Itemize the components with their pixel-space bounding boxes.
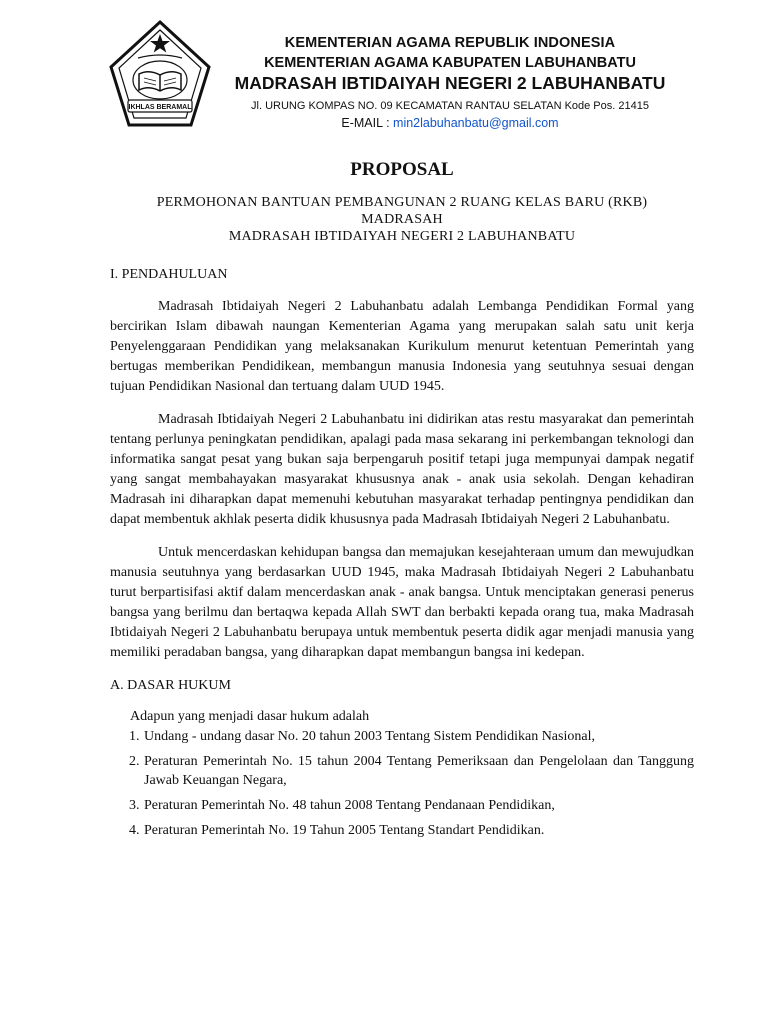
list-number: 2.	[129, 754, 140, 769]
list-item	[129, 796, 694, 815]
list-number: 3.	[129, 798, 140, 813]
letterhead-text	[215, 33, 685, 131]
list-item	[129, 752, 694, 790]
subtitle-line: MADRASAH IBTIDAIYAH NEGERI 2 LABUHANBATU	[228, 229, 576, 244]
letterhead	[0, 0, 768, 135]
section-heading-pendahuluan: I. PENDAHULUAN	[110, 267, 228, 282]
list-number: 4.	[129, 823, 140, 838]
svg-text:IKHLAS BERAMAL: IKHLAS BERAMAL	[128, 104, 192, 111]
document-title: PROPOSAL	[350, 159, 454, 180]
list-number: 1.	[129, 729, 140, 744]
regency-office-name: KEMENTERIAN AGAMA KABUPATEN LABUHANBATU	[264, 55, 636, 71]
list-text: Peraturan Pemerintah No. 15 tahun 2004 Tentang Pemeriksaan dan Pengelolaan dan Tanggung Jawab Keuangan Negara,	[144, 754, 694, 788]
email-label: E-MAIL :	[341, 116, 394, 130]
list-text: Peraturan Pemerintah No. 48 tahun 2008 Tentang Pendanaan Pendidikan,	[144, 798, 555, 813]
school-name: MADRASAH IBTIDAIYAH NEGERI 2 LABUHANBATU	[234, 73, 666, 93]
ministry-name: KEMENTERIAN AGAMA REPUBLIK INDONESIA	[284, 35, 616, 51]
legal-basis-list	[110, 727, 694, 840]
subtitle-line: PERMOHONAN BANTUAN PEMBANGUNAN 2 RUANG KELAS BARU (RKB)	[156, 195, 648, 210]
legal-basis-intro: Adapun yang menjadi dasar hukum adalah	[130, 709, 370, 724]
document-body	[110, 157, 694, 846]
paragraph: Madrasah Ibtidaiyah Negeri 2 Labuhanbatu adalah Lembanga Pendidikan Formal yang bercirikan Islam dibawah naungan Kementerian Agama yang merupakan salah satu unit kerja Penyelenggaraan Pendidikan yang melaksanakan Kurikulum menurut ketentuan Pemerintah yang bertugas memberikan Pendidikean, membangun manusia Indonesia yang seutuhnya sesuai dengan tujuan Pendidikan Nasional dan tertuang dalam UUD 1945.	[110, 299, 694, 394]
list-text: Peraturan Pemerintah No. 19 Tahun 2005 Tentang Standart Pendidikan.	[144, 823, 545, 838]
section-heading-dasar-hukum: A. DASAR HUKUM	[110, 678, 231, 693]
subtitle-line: MADRASAH	[361, 212, 443, 227]
school-address: Jl. URUNG KOMPAS NO. 09 KECAMATAN RANTAU SELATAN Kode Pos. 21415	[251, 100, 649, 112]
kemenag-emblem-icon	[104, 18, 216, 130]
list-item	[129, 821, 694, 840]
email-link[interactable]: min2labuhanbatu@gmail.com	[393, 116, 559, 130]
document-subtitle	[110, 194, 694, 245]
list-item	[129, 727, 694, 746]
paragraph: Untuk mencerdaskan kehidupan bangsa dan memajukan kesejahteraan umum dan mewujudkan manusia seutuhnya yang berdasarkan UUD 1945, maka Madrasah Ibtidaiyah Negeri 2 Labuhanbatu turut berpartisifasi aktif dalam mencerdaskan anak - anak bangsa. Untuk menciptakan generasi penerus bangsa yang berilmu dan bertaqwa kepada Allah SWT dan berbakti kepada orang tua, maka Madrasah Ibtidaiyah Negeri 2 Labuhanbatu berupaya untuk membentuk peserta didik agar menjadi manusia yang memiliki peradaban bangsa, yang diharapkan dapat membangun bangsa ini kedepan.	[110, 545, 694, 660]
email-line	[215, 115, 685, 131]
list-text: Undang - undang dasar No. 20 tahun 2003 Tentang Sistem Pendidikan Nasional,	[144, 729, 595, 744]
paragraph: Madrasah Ibtidaiyah Negeri 2 Labuhanbatu ini didirikan atas restu masyarakat dan pemerintah tentang perlunya peningkatan pendidikan, apalagi pada masa sekarang ini perkembangan teknologi dan informatika sangat pesat yang bukan saja berpengaruh positif tetapi juga mempunyai dampak negatif yang sangat membahayakan masyarakat khususnya anak - anak usia sekolah. Dengan kehadiran Madrasah ini diharapkan dapat memenuhi kebutuhan masyarakat terhadap pentingnya pendidikan dan dapat membentuk akhlak peserta didik khususnya pada Madrasah Ibtidaiyah Negeri 2 Labuhanbatu.	[110, 412, 694, 527]
